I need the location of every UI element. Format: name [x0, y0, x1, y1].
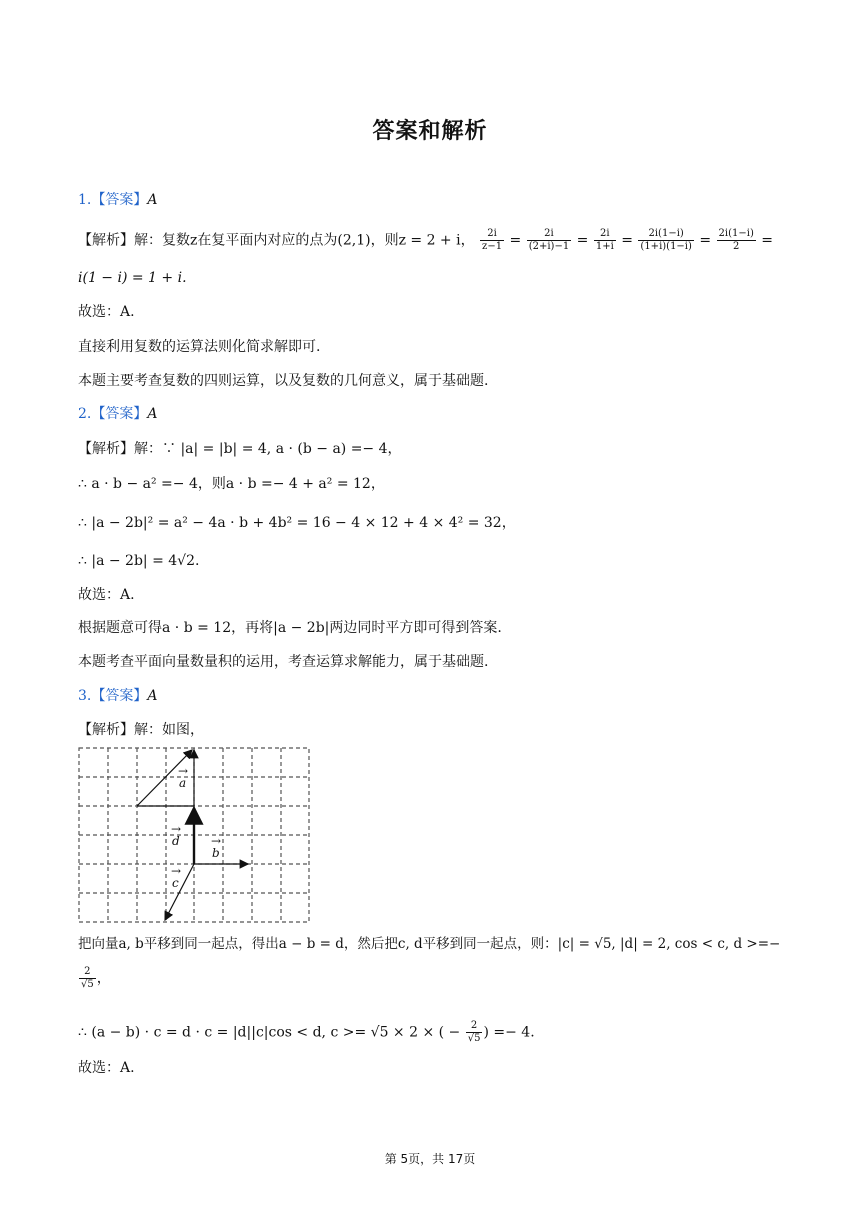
- frac-num: 2i: [480, 228, 504, 241]
- q1-choice: 故选：A.: [78, 304, 135, 320]
- q1-fraction-4: [638, 228, 693, 253]
- frac-den: 1+i: [595, 241, 614, 252]
- q3-analysis-line2b: [78, 966, 111, 991]
- q1-fraction-1: [480, 228, 504, 253]
- frac-num: 2: [466, 1020, 483, 1033]
- q1-analysis-line2: i(1 − i) = 1 + i.: [78, 270, 187, 286]
- q3-text-3e: ) =− 4.: [483, 1024, 535, 1041]
- label-b: b: [212, 846, 220, 860]
- frac-den: (1+i)(1−i): [640, 241, 692, 252]
- q2-number: 2.: [78, 406, 92, 422]
- q3-answer-value: A: [147, 688, 158, 704]
- q3-text-3: ∴ (a − b) · c = d · c = |d||c|cos < d, c >= √5 × 2 × ( −: [78, 1024, 461, 1041]
- q1-fraction-2: [527, 228, 571, 253]
- q1-text-1: 【解析】解：复数z在复平面内对应的点为(2,1)，则z = 2 + i，: [78, 232, 475, 249]
- arrow-b: →: [211, 834, 222, 848]
- q3-fraction-2: [466, 1020, 483, 1045]
- q1-answer-label: 【答案】: [91, 192, 148, 208]
- q3-answer-heading: [78, 686, 157, 706]
- frac-num: 2: [79, 966, 96, 979]
- q2-method: 根据题意可得a · b = 12，再将|a − 2b|两边同时平方即可得到答案.: [78, 620, 502, 636]
- q2-choice: 故选：A.: [78, 587, 135, 603]
- q3-fraction-1: [79, 966, 96, 991]
- q3-analysis-line1: 【解析】解：如图，: [78, 722, 204, 738]
- frac-num: 2i(1−i): [718, 228, 754, 239]
- label-a: a: [179, 776, 187, 790]
- q2-answer-value: A: [147, 406, 158, 422]
- frac-den: 2: [733, 241, 740, 252]
- q1-answer-value: A: [147, 192, 158, 208]
- frac-num: 2i: [527, 228, 571, 241]
- arrow-c: →: [171, 864, 182, 878]
- q1-fraction-3: [594, 228, 616, 253]
- q3-analysis-line3: [78, 1020, 535, 1045]
- q1-answer-heading: [78, 190, 157, 210]
- q1-comment: 本题主要考查复数的四则运算，以及复数的几何意义，属于基础题.: [78, 373, 489, 389]
- frac-den: √5: [467, 1033, 481, 1044]
- q3-choice: 故选：A.: [78, 1060, 135, 1076]
- q2-analysis-line4: ∴ |a − 2b| = 4√2.: [78, 553, 200, 569]
- frac-den: z−1: [482, 241, 503, 252]
- q3-analysis-line2: 把向量a, b平移到同一起点，得出a − b = d，然后把c, d平移到同一起点，则：|c| = √5, |d| = 2, cos < c, d >=−: [78, 936, 781, 952]
- q2-analysis-line1: 【解析】解：∵ |a| = |b| = 4, a · (b − a) =− 4，: [78, 441, 402, 457]
- q1-method: 直接利用复数的运算法则化简求解即可.: [78, 339, 321, 355]
- q1-number: 1.: [78, 192, 92, 208]
- q3-comma: ，: [96, 970, 111, 987]
- q2-analysis-line2: ∴ a · b − a² =− 4，则a · b =− 4 + a² = 12，: [78, 476, 385, 492]
- q2-answer-label: 【答案】: [91, 406, 148, 422]
- q2-comment: 本题考查平面向量数量积的运用，考查运算求解能力，属于基础题.: [78, 654, 489, 670]
- label-c: c: [172, 876, 179, 890]
- arrow-a: →: [178, 764, 189, 778]
- arrow-d: →: [171, 822, 182, 836]
- q1-analysis-line1: 【解析】解：复数z在复平面内对应的点为(2,1)，则z = 2 + i， $\frac{2i}{z-1}$ = $\frac{2i}{(2+i)-1}$ = $\frac{2i}{1+i}$ = $\frac{2i(1-i)}{(1+i)(1-i)}$ = $\frac{2i(1-i)}{2}$ =: [78, 228, 774, 252]
- frac-num: 2i: [594, 228, 616, 241]
- page-title: 答案和解析: [372, 119, 488, 144]
- q3-number: 3.: [78, 688, 92, 704]
- q3-answer-label: 【答案】: [91, 688, 148, 704]
- label-d: d: [172, 834, 180, 848]
- q2-answer-heading: [78, 404, 157, 424]
- frac-num: 2i(1−i): [638, 228, 693, 241]
- page-footer: 第 5页，共 17页: [384, 1152, 476, 1166]
- frac-den: √5: [81, 979, 94, 990]
- q1-fraction-5: [717, 228, 756, 253]
- vector-grid-figure: [76, 746, 312, 924]
- q2-analysis-line3: ∴ |a − 2b|² = a² − 4a · b + 4b² = 16 − 4 × 12 + 4 × 4² = 32，: [78, 515, 516, 531]
- frac-den: (2+i)−1: [528, 241, 570, 252]
